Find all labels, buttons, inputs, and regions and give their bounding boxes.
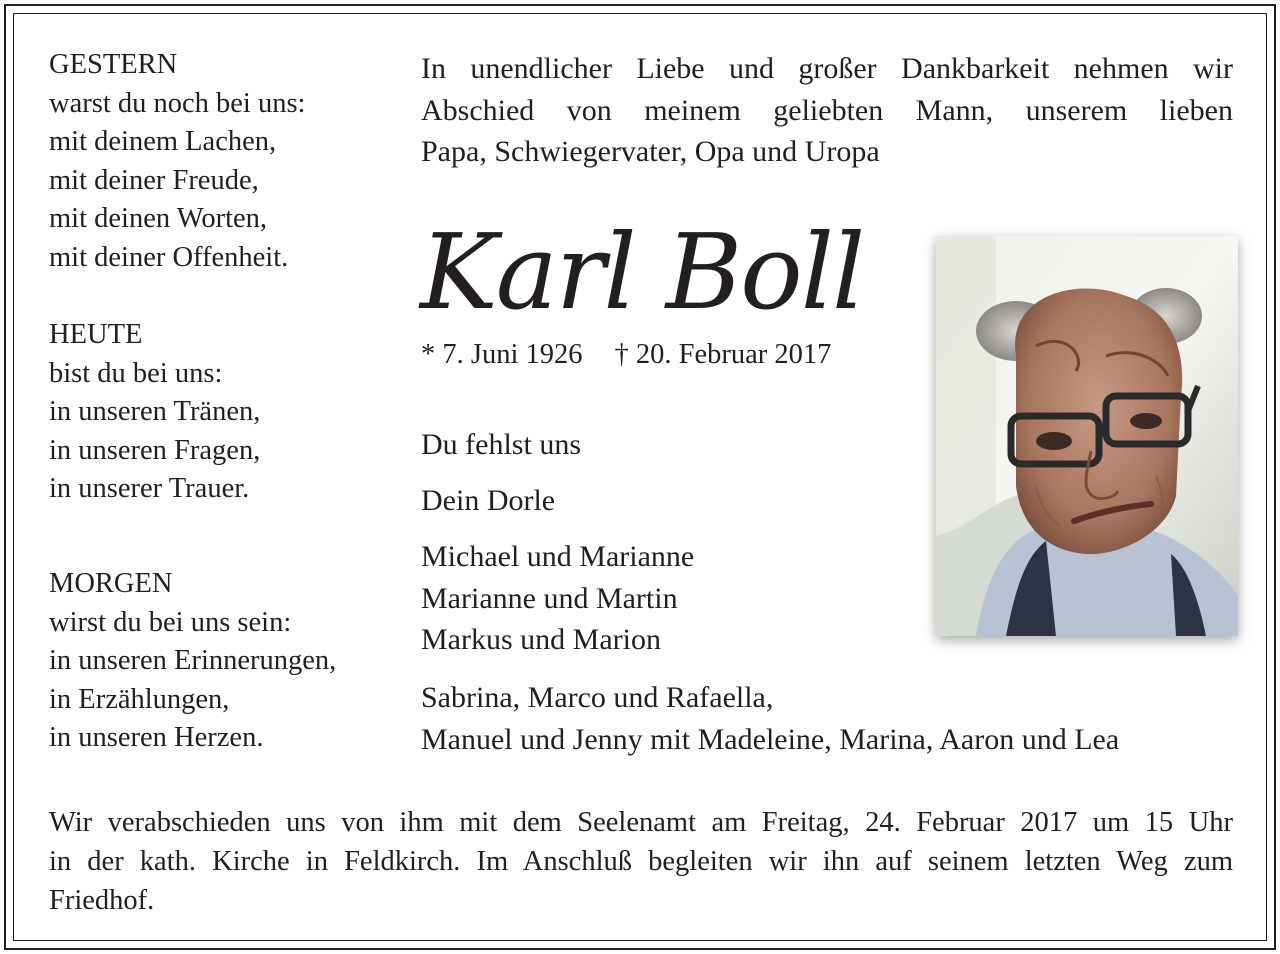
intro-line: Papa, Schwiegervater, Opa und Uropa [421,135,880,168]
portrait-photo [936,236,1238,636]
poem-line: wirst du bei uns sein: [49,606,292,638]
deceased-name-text: Karl Boll [420,211,864,333]
birth-date: * 7. Juni 1926 [421,339,583,370]
funeral-notice [49,803,1233,920]
poem-line: MORGEN [49,568,173,599]
poem-line: in unseren Tränen, [49,396,261,427]
family-grandchild-line: Manuel und Jenny mit Madeleine, Marina, Aaron und Lea [421,722,1120,756]
poem-line: warst du noch bei uns: [49,87,306,119]
footer-line: in der kath. Kirche in Feldkirch. Im Anschluß begleiten wir ihn auf seinem letzten Weg zum [49,846,1233,877]
name-script [418,208,898,338]
poem-stanza-gestern [49,46,305,277]
poem-line: in unseren Herzen. [49,722,264,753]
poem-line: mit deinen Worten, [49,203,268,234]
deceased-name [418,208,898,338]
poem-line: GESTERN [49,49,178,80]
family-child-line: Michael und Marianne [421,540,695,573]
family-child-line: Marianne und Martin [421,581,678,615]
intro-line: Abschied von meinem geliebten Mann, unserem lieben [421,93,1233,127]
poem-line: mit deinem Lachen, [49,126,277,157]
poem-stanza-heute [49,316,260,509]
footer-line: Wir verabschieden uns von ihm mit dem Seelenamt am Freitag, 24. Februar 2017 um 15 Uhr [49,807,1233,838]
poem-stanza-morgen [49,565,336,758]
family-grandchild-line: Sabrina, Marco und Rafaella, [421,681,774,714]
poem-line: HEUTE [49,319,143,350]
family-line-wife: Dein Dorle [421,484,556,517]
poem-line: in unseren Fragen, [49,434,261,466]
intro-line: In unendlicher Liebe und großer Dankbarkeit nehmen wir [421,52,1233,85]
footer-line: Friedhof. [49,885,155,916]
poem-line: mit deiner Freude, [49,164,259,196]
life-dates [421,336,831,374]
family-grandchildren [421,677,1119,760]
poem-line: bist du bei uns: [49,357,223,389]
poem-line: in unserer Trauer. [49,473,250,504]
death-date: † 20. Februar 2017 [614,339,832,370]
portrait-image [936,236,1238,636]
family-child-line: Markus und Marion [421,623,661,656]
poem-line: mit deiner Offenheit. [49,241,289,273]
family-line-missing: Du fehlst uns [421,428,581,461]
poem-line: in unseren Erinnerungen, [49,645,337,676]
intro-text [421,48,1233,173]
family-children [421,536,694,661]
poem-line: in Erzählungen, [49,683,230,715]
